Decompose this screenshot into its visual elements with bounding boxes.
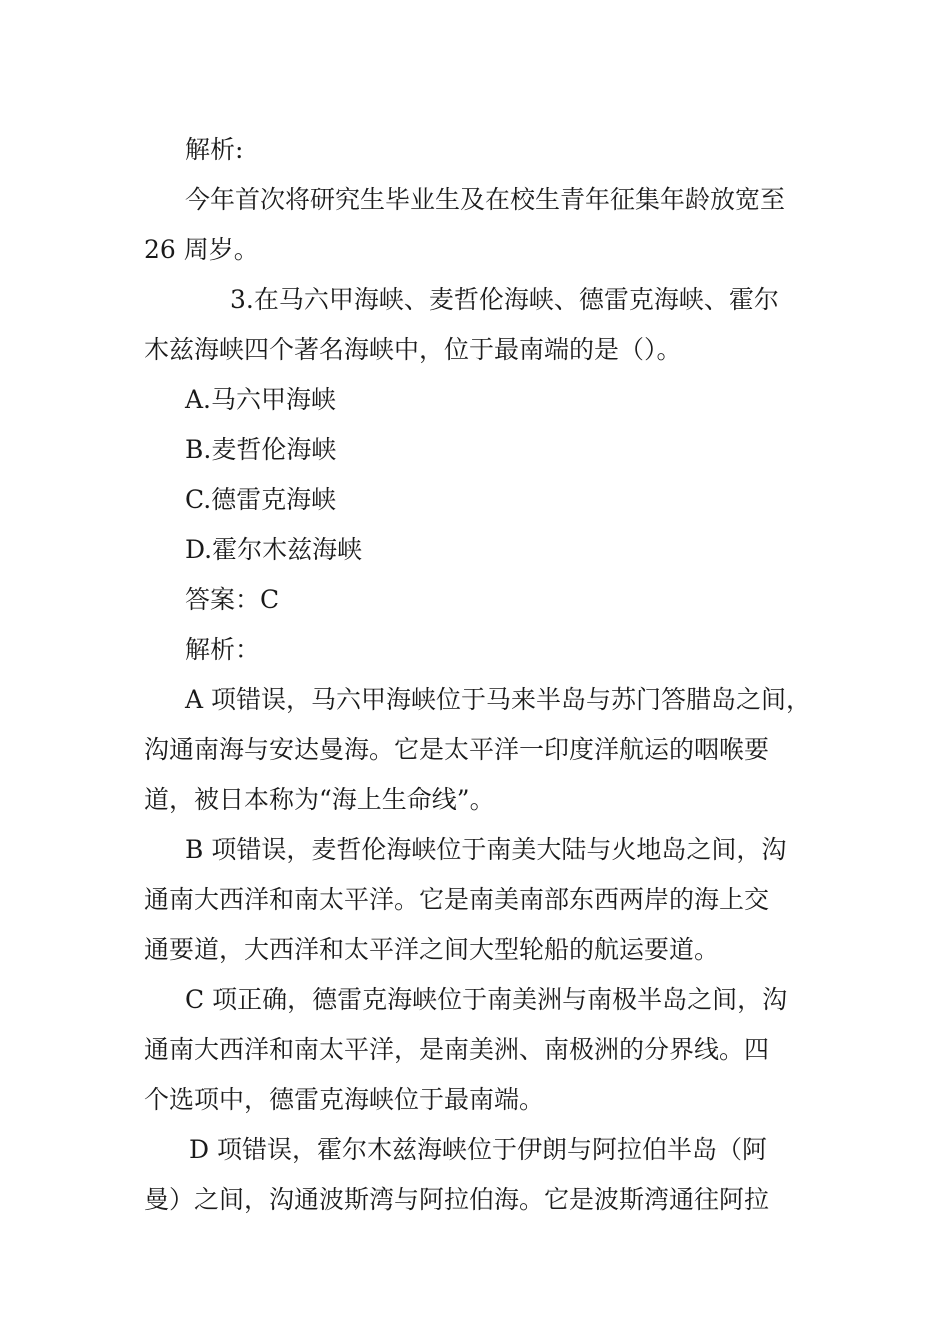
explanation-b-line: 通南大西洋和南太平洋。它是南美南部东西两岸的海上交 <box>144 885 770 914</box>
explanation-a-line: A 项错误，马六甲海峡位于马来半岛与苏门答腊岛之间， <box>185 685 812 714</box>
explanation-a-line: 沟通南海与安达曼海。它是太平洋一印度洋航运的咽喉要 <box>144 735 770 764</box>
option-a: A.马六甲海峡 <box>185 385 337 414</box>
explanation-d-line: 曼）之间，沟通波斯湾与阿拉伯海。它是波斯湾通往阿拉 <box>144 1185 770 1214</box>
analysis-text-line: 今年首次将研究生毕业生及在校生青年征集年龄放宽至 <box>185 185 786 214</box>
question-text-line: 木兹海峡四个著名海峡中，位于最南端的是（）。 <box>144 335 682 364</box>
analysis-heading: 解析: <box>185 135 244 164</box>
option-b: B.麦哲伦海峡 <box>185 435 337 464</box>
explanation-c-line: 通南大西洋和南太平洋，是南美洲、南极洲的分界线。四 <box>144 1035 770 1064</box>
explanation-c-line: 个选项中，德雷克海峡位于最南端。 <box>144 1085 545 1114</box>
explanation-b-line: 通要道，大西洋和太平洋之间大型轮船的航运要道。 <box>144 935 720 964</box>
option-c: C.德雷克海峡 <box>185 485 337 514</box>
analysis-text-line: 26 周岁。 <box>144 235 259 264</box>
answer-line: 答案：C <box>185 585 280 614</box>
explanation-a-line: 道，被日本称为“海上生命线”。 <box>144 785 495 814</box>
analysis-heading: 解析： <box>185 635 261 664</box>
option-d: D.霍尔木兹海峡 <box>185 535 363 564</box>
explanation-c-line: C 项正确，德雷克海峡位于南美洲与南极半岛之间，沟 <box>185 985 788 1014</box>
explanation-d-line: D 项错误，霍尔木兹海峡位于伊朗与阿拉伯半岛（阿 <box>189 1135 767 1164</box>
question-text-line: 3.在马六甲海峡、麦哲伦海峡、德雷克海峡、霍尔 <box>230 285 779 314</box>
explanation-b-line: B 项错误，麦哲伦海峡位于南美大陆与火地岛之间，沟 <box>185 835 787 864</box>
